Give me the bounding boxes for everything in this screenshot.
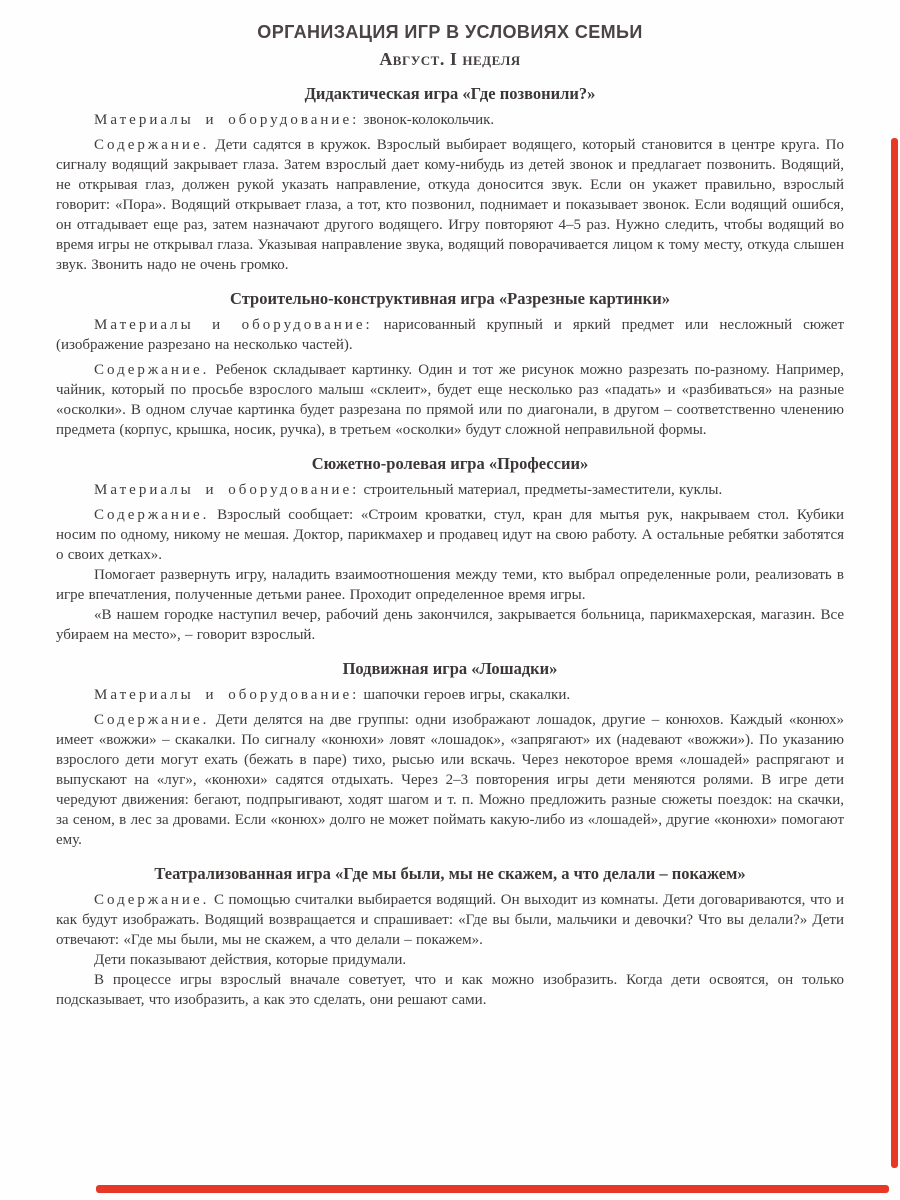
scan-edge-right xyxy=(891,138,898,1168)
game-section-role-play xyxy=(56,454,844,645)
content-text: Дети садятся в кружок. Взрослый выбирает водящего, который становится в центре круга. По сигналу водящий закрывает глаза. Затем взрослый дает кому-нибудь из детей звонок и предлагает позвонить. Водящий, не открывая глаз, должен рукой указать направление, откуда доносится звук. Если он укажет правильно, взрослый говорит: «Пора». Водящий открывает глаза, а тот, кто позвонил, поднимает и показывает звонок. Если водящий ошибся, он отгадывает еще раз, затем назначают другого водящего. Игру повторяют 4–5 раз. Нужно следить, чтобы водящий во время игры не открывал глаза. Указывая направление звука, водящий поворачивается лицом к тому месту, откуда слышен звук. Звонить надо не очень громко. xyxy=(56,137,845,273)
game-section-constructive xyxy=(56,289,844,440)
content-label: Содержание. xyxy=(94,712,210,728)
content-label: Содержание. xyxy=(94,362,210,378)
page-subtitle: Август. I неделя xyxy=(379,49,521,69)
body-paragraph: Дети показывают действия, которые придумали. xyxy=(94,952,407,968)
content-paragraph xyxy=(56,135,844,275)
materials-label: Материалы и оборудование: xyxy=(94,317,373,333)
content-paragraph xyxy=(56,710,844,850)
game-section-didactic xyxy=(56,84,844,275)
materials-label: Материалы и оборудование: xyxy=(94,482,360,498)
materials-text: строительный материал, предметы-заместители, куклы. xyxy=(363,482,723,498)
section-heading: Дидактическая игра «Где позвонили?» xyxy=(304,84,596,103)
content-paragraph xyxy=(56,360,844,440)
body-paragraph: В процессе игры взрослый вначале советует, что и как можно изобразить. Когда дети освоятся, он только подсказывает, что изобразить, а как это сделать, они решают сами. xyxy=(56,972,844,1008)
materials-label: Материалы и оборудование: xyxy=(94,112,360,128)
page-title: ОРГАНИЗАЦИЯ ИГР В УСЛОВИЯХ СЕМЬИ xyxy=(257,22,643,42)
content-paragraph xyxy=(56,890,844,950)
section-heading: Подвижная игра «Лошадки» xyxy=(342,659,558,678)
content-label: Содержание. xyxy=(94,892,210,908)
section-heading: Театрализованная игра «Где мы были, мы не скажем, а что делали – покажем» xyxy=(154,864,746,883)
game-section-active xyxy=(56,659,844,850)
materials-line xyxy=(56,315,844,355)
body-paragraph: Помогает развернуть игру, наладить взаимоотношения между теми, кто выбрал определенные роли, реализовать в игре впечатления, полученные детьми ранее. Проходит определенное время игры. xyxy=(56,567,844,603)
materials-line xyxy=(56,480,844,500)
content-label: Содержание. xyxy=(94,507,210,523)
materials-label: Материалы и оборудование: xyxy=(94,687,360,703)
content-label: Содержание. xyxy=(94,137,210,153)
materials-text: звонок-колокольчик. xyxy=(363,112,495,128)
materials-line xyxy=(56,110,844,130)
content-text: Ребенок складывает картинку. Один и тот же рисунок можно разрезать по-разному. Например, чайник, который по просьбе взрослого малыш «склеит», будет еще несколько раз «падать» и «разбиваться» на разные «осколки». В одном случае картинка будет разрезана по прямой или по диагонали, в другом – соответственно членению предмета (корпус, крышка, носик, ручка), в третьем «осколки» будут сложной неправильной формы. xyxy=(56,362,844,438)
materials-text: шапочки героев игры, скакалки. xyxy=(363,687,571,703)
content-text: Дети делятся на две группы: одни изображают лошадок, другие – конюхов. Каждый «конюх» имеет «вожжи» – скакалки. По сигналу «конюхи» ловят «лошадок», «запрягают» их (надевают «вожжи»). По указанию взрослого дети могут ехать (бежать в паре) тихо, рысью или вскачь. Через некоторое время «лошадей» распрягают и выпускают на «луг», «конюхи» садятся отдыхать. Через 2–3 повторения игры дети меняются ролями. В игре дети чередуют движения: бегают, подпрыгивают, ходят шагом и т. п. Можно предложить разные сюжеты поездок: на скачки, за сеном, в лес за дровами. Если «конюх» долго не может поймать какую-либо из «лошадей», другие «конюхи» помогают ему. xyxy=(56,712,845,848)
content-text: Взрослый сообщает: «Строим кроватки, стул, кран для мытья рук, накрываем стол. Кубики носим по одному, никому не мешая. Доктор, парикмахер и продавец идут на свою работу. А остальные ребятки заботятся о своих детках». xyxy=(56,507,845,563)
body-paragraph: «В нашем городке наступил вечер, рабочий день закончился, закрывается больница, парикмахерская, магазин. Все убираем на место», – говорит взрослый. xyxy=(56,607,844,643)
materials-line xyxy=(56,685,844,705)
section-heading: Строительно-конструктивная игра «Разрезные картинки» xyxy=(230,289,670,308)
section-heading: Сюжетно-ролевая игра «Профессии» xyxy=(311,454,589,473)
scan-edge-bottom xyxy=(96,1185,889,1193)
content-paragraph xyxy=(56,505,844,565)
content-text: С помощью считалки выбирается водящий. Он выходит из комнаты. Дети договариваются, что и как будут изображать. Водящий возвращается и спрашивает: «Где вы были, мальчики и девочки? Что вы делали?» Дети отвечают: «Где мы были, мы не скажем, а что делали – покажем». xyxy=(56,892,845,948)
game-section-theatrical xyxy=(56,864,844,1010)
materials-text: нарисованный крупный и яркий предмет или несложный сюжет (изображение разрезано на несколько частей). xyxy=(56,317,844,353)
